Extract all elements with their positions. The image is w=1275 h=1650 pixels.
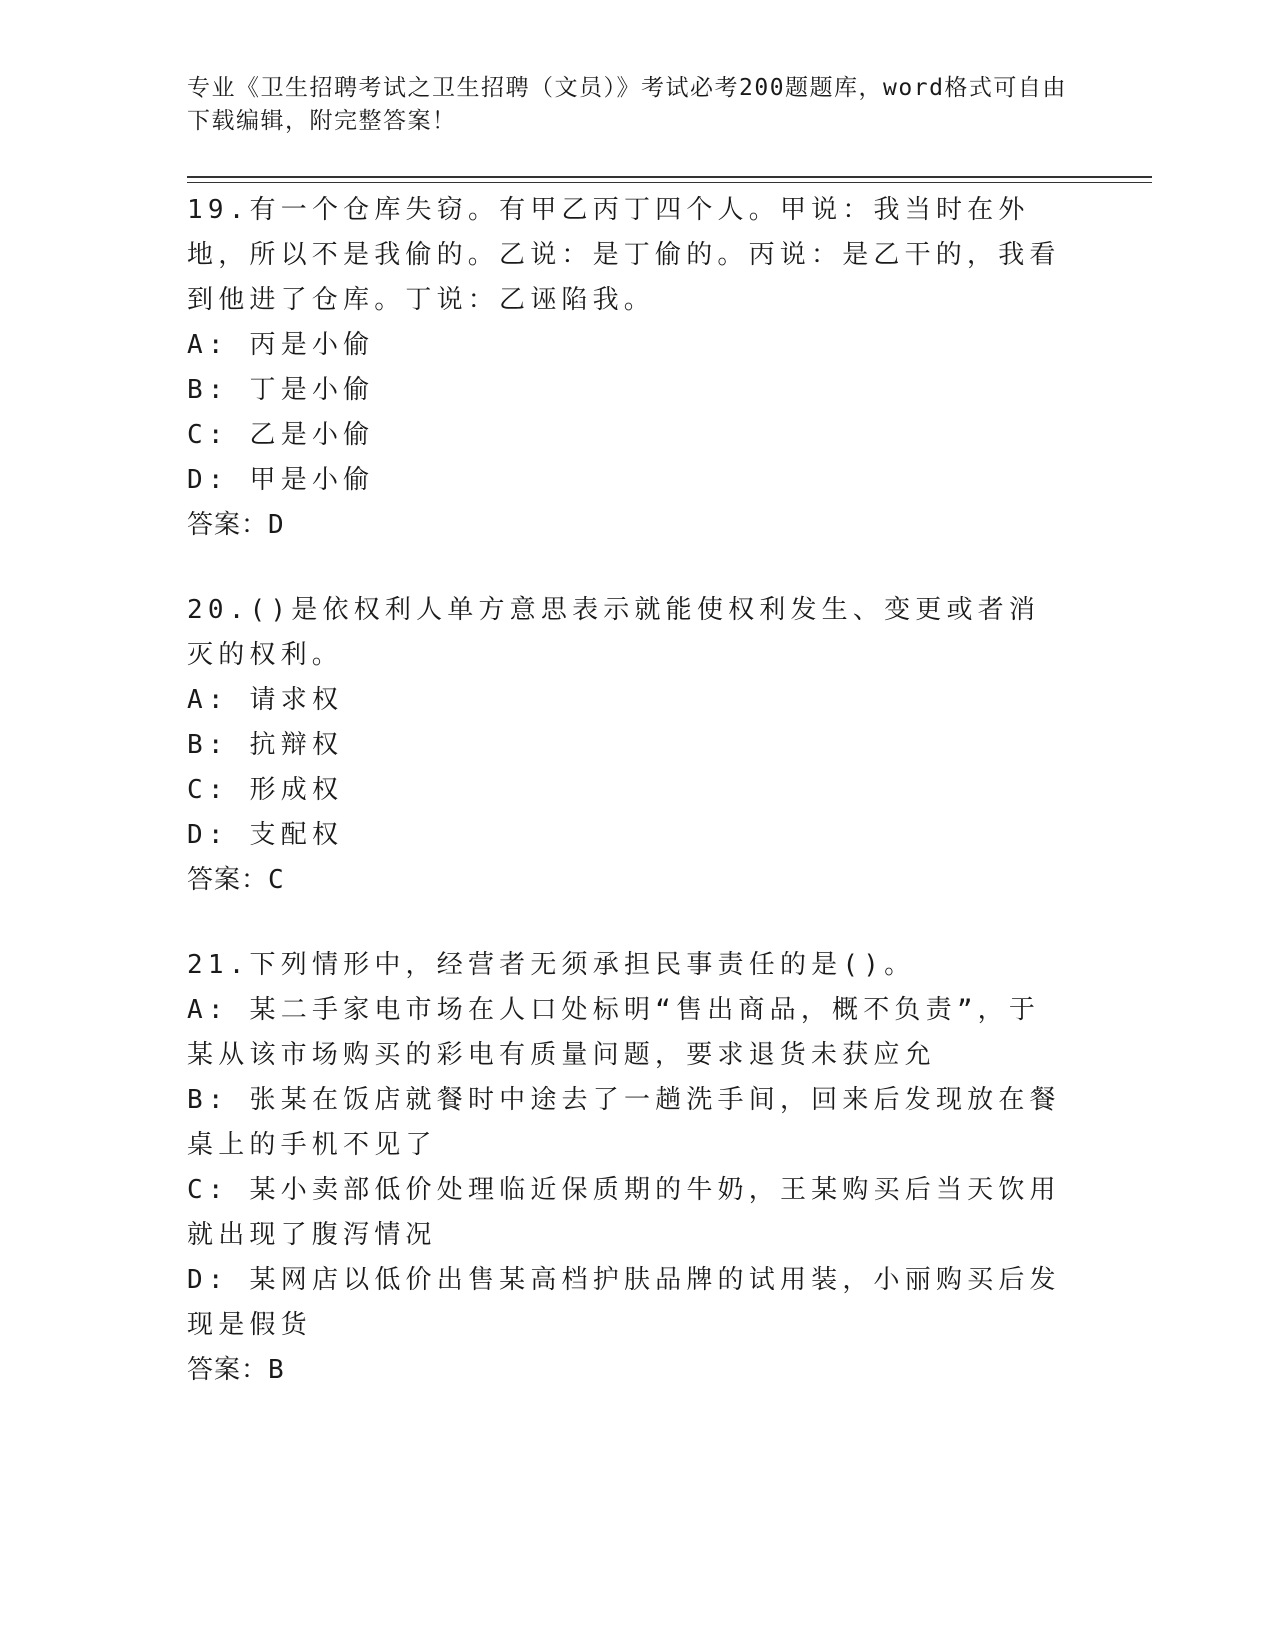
question-21: [187, 943, 1067, 1393]
option-c: C: 乙是小偷: [187, 420, 375, 450]
question-spacer: [187, 903, 1067, 943]
question-stem: 19.有一个仓库失窃。有甲乙丙丁四个人。甲说：我当时在外地，所以不是我偷的。乙说：是丁偷的。丙说：是乙干的，我看到他进了仓库。丁说：乙诬陷我。: [187, 195, 1061, 315]
option-c: C: 某小卖部低价处理临近保质期的牛奶，王某购买后当天饮用就出现了腹泻情况: [187, 1175, 1061, 1250]
document-header: 专业《卫生招聘考试之卫生招聘（文员）》考试必考200题题库，word格式可自由下载编辑，附完整答案！: [187, 75, 1067, 134]
answer-line: [187, 858, 1067, 903]
answer-value: D: [268, 510, 285, 540]
answer-line: [187, 503, 1067, 548]
question-spacer: [187, 548, 1067, 588]
question-stem: 20.()是依权利人单方意思表示就能使权利发生、变更或者消灭的权利。: [187, 595, 1041, 670]
option-a: A: 丙是小偷: [187, 330, 375, 360]
option-b: B: 抗辩权: [187, 730, 344, 760]
question-stem: 21.下列情形中，经营者无须承担民事责任的是()。: [187, 950, 916, 980]
option-c: C: 形成权: [187, 775, 344, 805]
answer-label: 答案：: [187, 510, 269, 540]
question-19: [187, 188, 1067, 548]
option-b: B: 张某在饭店就餐时中途去了一趟洗手间，回来后发现放在餐桌上的手机不见了: [187, 1085, 1061, 1160]
answer-label: 答案：: [187, 1355, 269, 1385]
answer-value: B: [268, 1355, 285, 1385]
option-d: D: 甲是小偷: [187, 465, 375, 495]
header-divider-thick: [187, 176, 1152, 178]
answer-label: 答案：: [187, 865, 269, 895]
question-list: [187, 188, 1067, 1393]
option-d: D: 支配权: [187, 820, 344, 850]
answer-line: [187, 1348, 1067, 1393]
answer-value: C: [268, 865, 285, 895]
option-b: B: 丁是小偷: [187, 375, 375, 405]
header-divider-thin: [187, 182, 1152, 183]
option-a: A: 某二手家电市场在人口处标明“售出商品，概不负责”，于某从该市场购买的彩电有质量问题，要求退货未获应允: [187, 995, 1041, 1070]
option-a: A: 请求权: [187, 685, 344, 715]
option-d: D: 某网店以低价出售某高档护肤品牌的试用装，小丽购买后发现是假货: [187, 1265, 1061, 1340]
question-20: [187, 588, 1067, 903]
